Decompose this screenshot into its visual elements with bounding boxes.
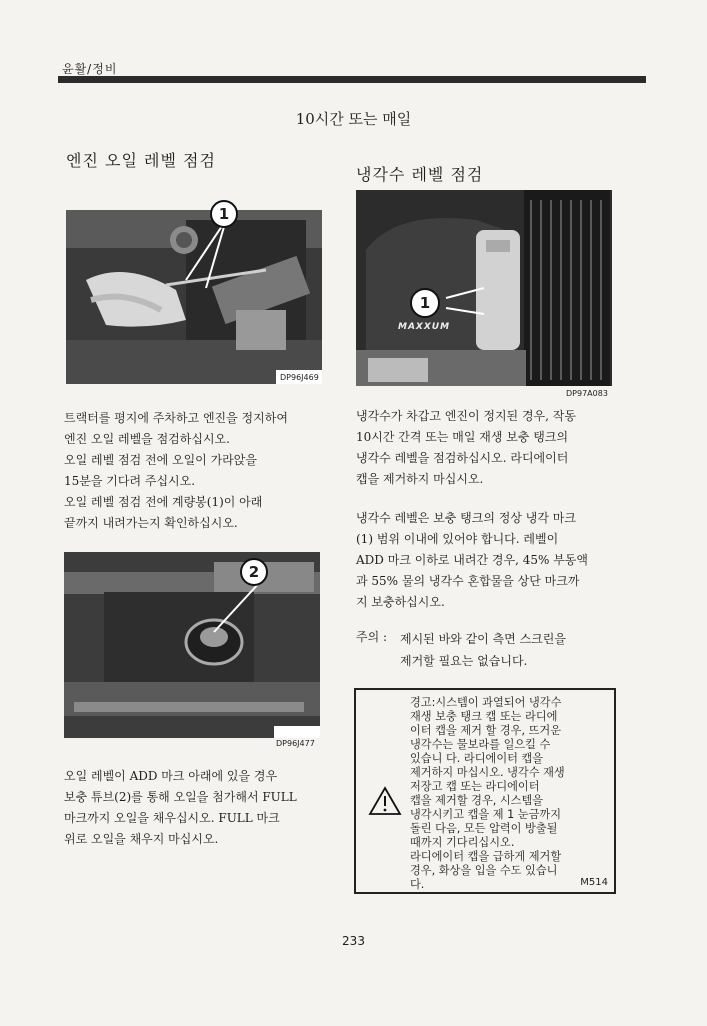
text-line: 마크까지 오일을 채우십시오. FULL 마크	[64, 811, 280, 825]
section-header: 윤활/정비	[62, 62, 118, 76]
text-line: (1) 범위 이내에 있어야 합니다. 레벨이	[356, 532, 559, 546]
note-text: 제시된 바와 같이 측면 스크린을 제거할 필요는 없습니다.	[400, 632, 566, 668]
engine-oil-instructions	[64, 408, 344, 534]
text-line: 지 보충하십시오.	[356, 595, 445, 609]
text-line: 트랙터를 평지에 주차하고 엔진을 정지하여	[64, 411, 288, 425]
heading-coolant: 냉각수 레벨 점검	[356, 165, 484, 184]
text-line: 보충 튜브(2)를 통해 오일을 첨가해서 FULL	[64, 790, 297, 804]
text-line: 위로 오일을 채우지 마십시오.	[64, 832, 219, 846]
text-line: 과 55% 물의 냉각수 혼합물을 상단 마크까	[356, 574, 580, 588]
callout-1: 1	[410, 288, 440, 318]
note-label: 주의 :	[356, 630, 388, 644]
photo-oil-fill-tube	[64, 552, 320, 738]
photo-code: DP96J469	[280, 373, 319, 382]
coolant-check-instructions	[356, 406, 636, 490]
photo-coolant-tank	[356, 190, 612, 386]
text-line: 오일 레벨이 ADD 마크 아래에 있을 경우	[64, 769, 278, 783]
text-line: 오일 레벨 점검 전에 계량봉(1)이 아래	[64, 495, 263, 509]
photo-engine-dipstick	[66, 210, 322, 384]
coolant-level-instructions	[356, 508, 636, 613]
text-line: 캡을 제거하지 마십시오.	[356, 472, 484, 486]
warning-box	[354, 688, 616, 894]
heading-engine-oil: 엔진 오일 레벨 점검	[66, 151, 216, 170]
text-line: 냉각수 레벨을 점검하십시오. 라디에이터	[356, 451, 569, 465]
callout-2: 2	[240, 558, 268, 586]
text-line: 냉각수가 차갑고 엔진이 정지된 경우, 작동	[356, 409, 576, 423]
text-line: 끝까지 내려가는지 확인하십시오.	[64, 516, 238, 530]
text-line: 10시간 간격 또는 매일 재생 보충 탱크의	[356, 430, 569, 444]
page-title: 10시간 또는 매일	[295, 110, 412, 128]
brand-logo: MAXXUM	[398, 322, 451, 332]
photo-code: DP96J477	[276, 739, 315, 748]
text-line: 엔진 오일 레벨을 점검하십시오.	[64, 432, 230, 446]
text-line: ADD 마크 이하로 내려간 경우, 45% 부동액	[356, 553, 588, 567]
text-line: 오일 레벨 점검 전에 오일이 가라앉을	[64, 453, 257, 467]
oil-fill-instructions	[64, 766, 354, 850]
header-rule	[58, 76, 646, 83]
text-line: 냉각수 레벨은 보충 탱크의 정상 냉각 마크	[356, 511, 576, 525]
photo-code: DP97A083	[566, 389, 608, 398]
callout-1: 1	[210, 200, 238, 228]
page-number: 233	[342, 934, 365, 948]
warning-triangle-icon	[368, 786, 402, 820]
text-line: 15분을 기다려 주십시오.	[64, 474, 196, 488]
warning-code: M514	[580, 877, 608, 888]
warning-text: 경고:시스템이 과열되어 냉각수 재생 보충 탱크 캡 또는 라디에 이터 캡을 제거 할 경우, 뜨거운 냉각수는 물보라를 일으킬 수 있습니 다. 라디에이터 캡을 제거하지 마십시오. 냉각수 재생 저장고 캡 또는 라디에이터 캡을 제거할 경우, 시스템을 냉각시키고 캡을 제 1 눈금까지 돌린 다음, 모든 압력이 방출될 때까지 기다리십시오. 라디에이터 캡을 급하게 제거할 경우, 화상을 입을 수도 있습니 다.	[410, 696, 565, 891]
